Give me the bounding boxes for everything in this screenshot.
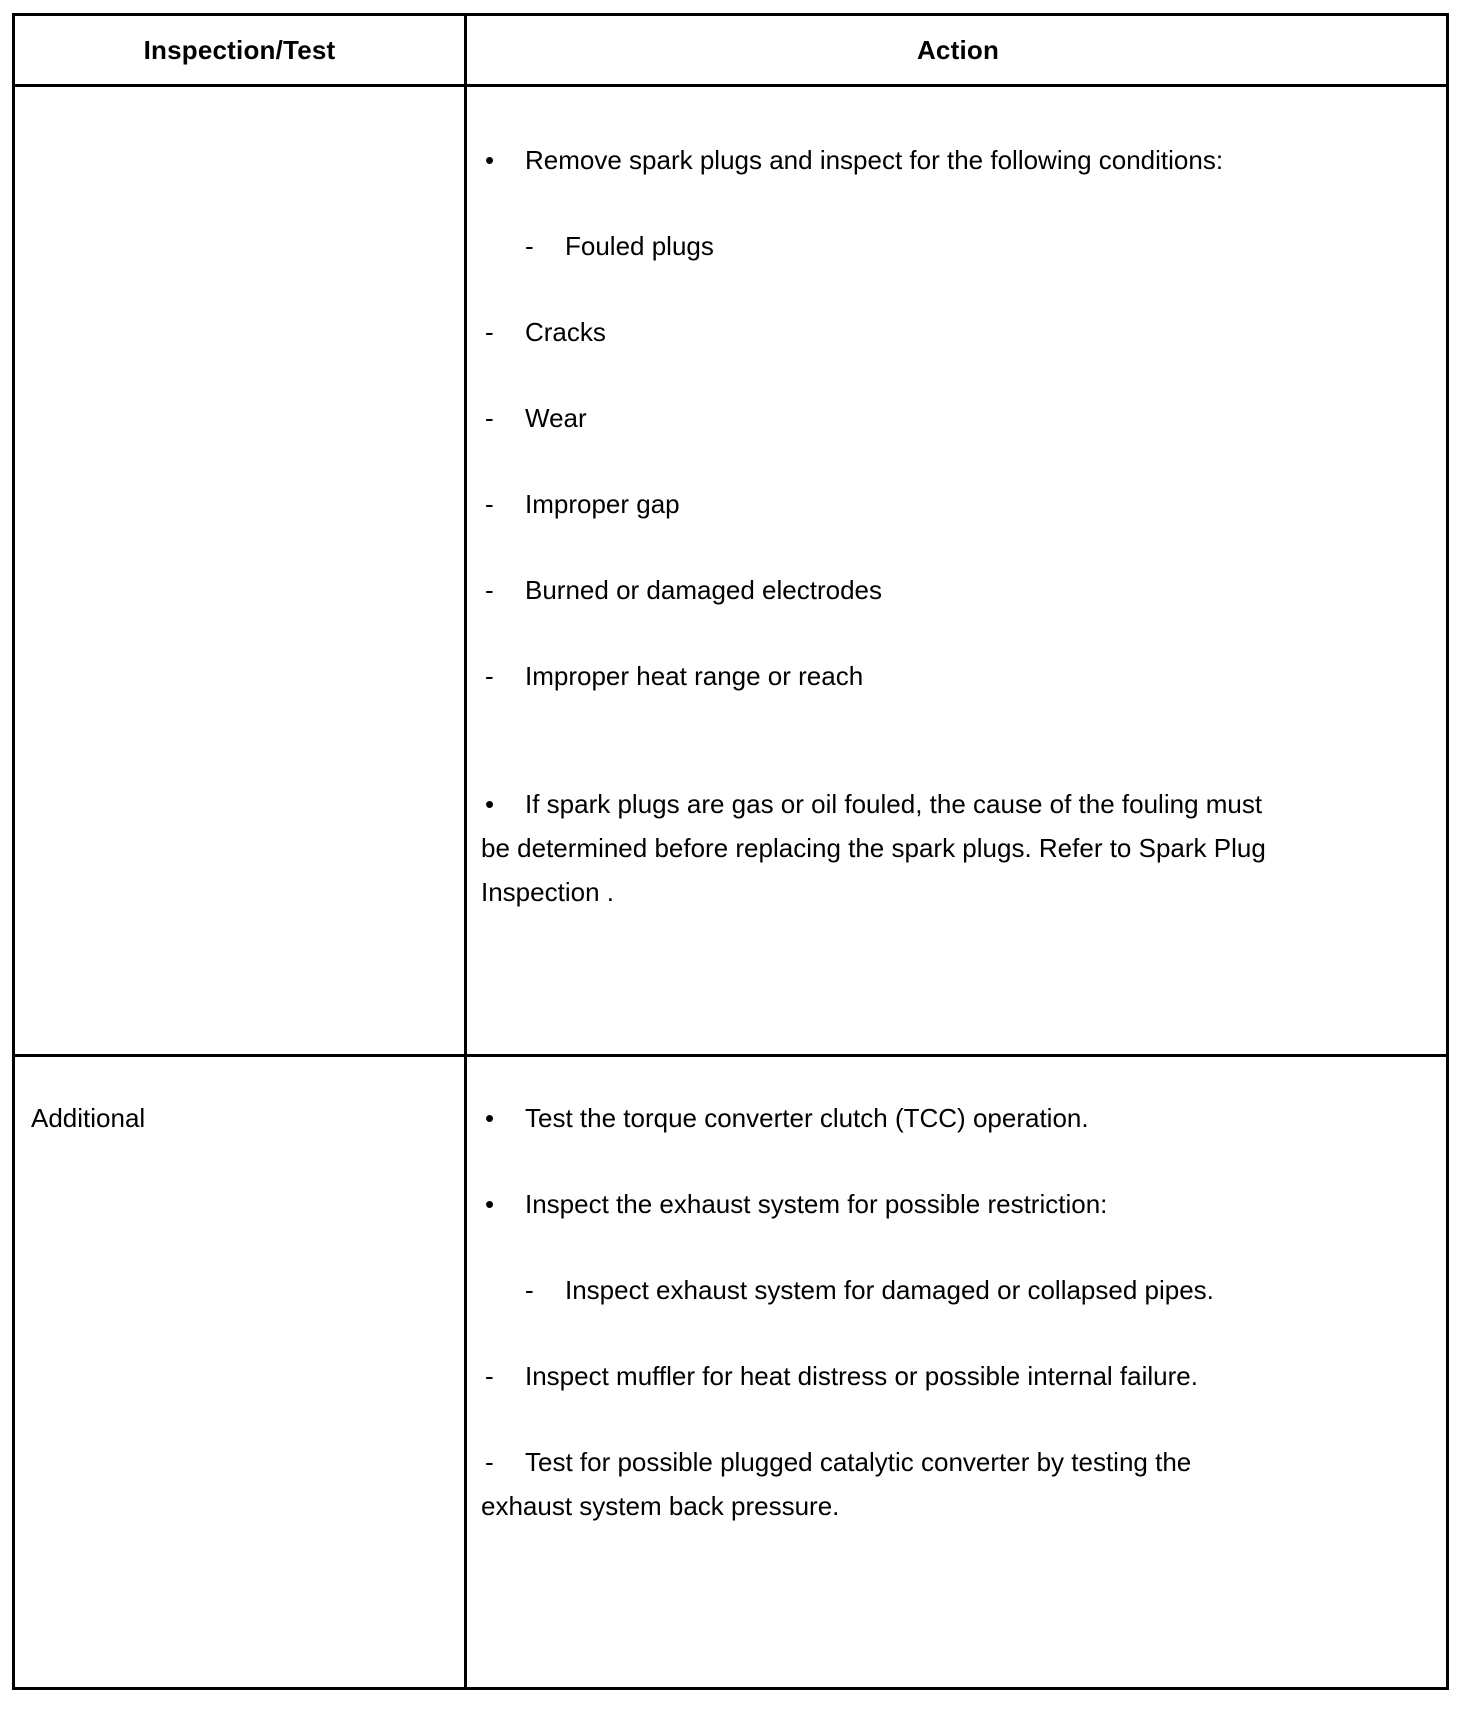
action-text: exhaust system back pressure. — [481, 1491, 840, 1521]
row-divider — [15, 1054, 1446, 1057]
action-line — [485, 138, 1223, 182]
action-text: Inspect muffler for heat distress or possible internal failure. — [525, 1361, 1198, 1391]
bullet-marker: • — [485, 145, 495, 175]
bullet-marker: • — [485, 1103, 495, 1133]
action-text: Cracks — [525, 317, 606, 347]
action-text: Test the torque converter clutch (TCC) operation. — [525, 1103, 1089, 1133]
header-inspection-test: Inspection/Test — [143, 34, 336, 65]
dash-marker: - — [525, 1275, 534, 1305]
action-text: Fouled plugs — [565, 231, 714, 261]
bullet-marker: • — [485, 789, 495, 819]
action-text: Inspect exhaust system for damaged or collapsed pipes. — [565, 1275, 1214, 1305]
action-text: Improper gap — [525, 489, 680, 519]
action-line — [485, 568, 882, 612]
action-text: Inspection . — [481, 877, 614, 907]
action-line — [485, 1096, 1089, 1140]
action-text: Improper heat range or reach — [525, 661, 864, 691]
dash-marker: - — [485, 1361, 494, 1391]
dash-marker: - — [485, 1447, 494, 1477]
action-text: Remove spark plugs and inspect for the following conditions: — [525, 145, 1224, 175]
action-line — [485, 310, 606, 354]
dash-marker: - — [485, 403, 494, 433]
row-2-inspection: Additional — [31, 1103, 146, 1133]
header-action: Action — [916, 34, 1000, 65]
dash-marker: - — [485, 661, 494, 691]
action-line-continuation — [481, 1484, 839, 1528]
header-divider — [15, 84, 1446, 87]
action-line — [485, 1440, 1191, 1484]
column-divider — [464, 16, 467, 1687]
action-text: be determined before replacing the spark plugs. Refer to Spark Plug — [481, 833, 1266, 863]
action-line — [485, 482, 680, 526]
inspection-table — [12, 13, 1449, 1690]
dash-marker: - — [485, 489, 494, 519]
action-line — [485, 782, 1262, 826]
action-line — [525, 224, 714, 268]
action-text: Inspect the exhaust system for possible restriction: — [525, 1189, 1108, 1219]
action-line — [485, 1182, 1107, 1226]
bullet-marker: • — [485, 1189, 495, 1219]
action-text: Wear — [525, 403, 587, 433]
action-text: Test for possible plugged catalytic converter by testing the — [525, 1447, 1192, 1477]
dash-marker: - — [525, 231, 534, 261]
action-line-continuation — [481, 870, 614, 914]
action-line — [485, 654, 863, 698]
action-line — [525, 1268, 1214, 1312]
action-line — [485, 396, 587, 440]
action-line — [485, 1354, 1198, 1398]
action-line-continuation — [481, 826, 1266, 870]
action-text: Burned or damaged electrodes — [525, 575, 883, 605]
action-text: If spark plugs are gas or oil fouled, the cause of the fouling must — [525, 789, 1263, 819]
dash-marker: - — [485, 575, 494, 605]
dash-marker: - — [485, 317, 494, 347]
